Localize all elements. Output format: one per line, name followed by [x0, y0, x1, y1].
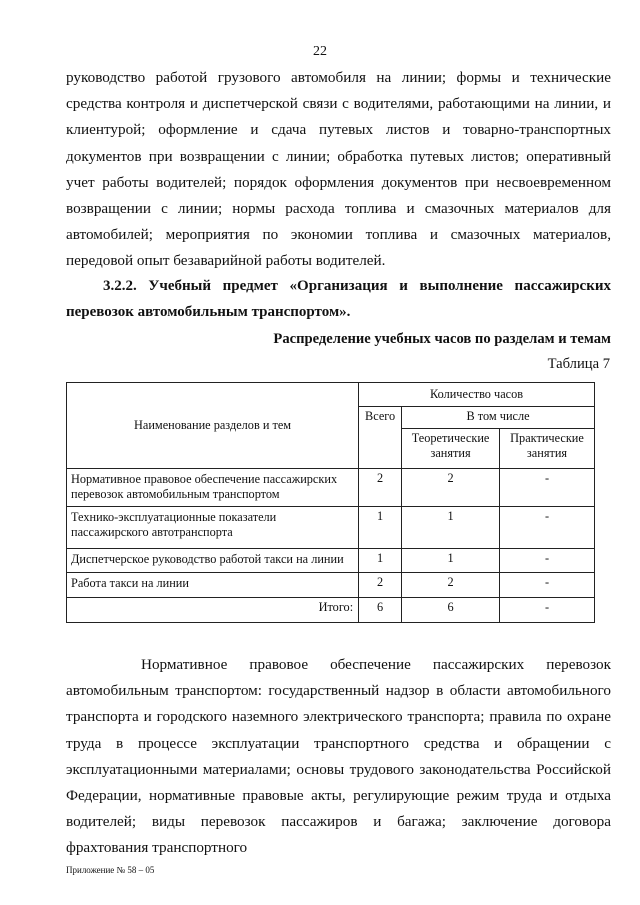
row-practice: -: [500, 549, 595, 573]
row-theory: 1: [402, 549, 500, 573]
table-row: [67, 573, 595, 598]
row-total: 1: [359, 507, 402, 549]
header-hours: Количество часов: [359, 383, 595, 407]
row-practice: -: [500, 507, 595, 549]
row-name: Работа такси на линии: [67, 573, 359, 598]
hours-table: [66, 382, 595, 623]
footer-note: Приложение № 58 – 05: [66, 865, 155, 875]
table-row: [67, 507, 595, 549]
total-theory: 6: [402, 598, 500, 623]
row-theory: 2: [402, 469, 500, 507]
row-practice: -: [500, 469, 595, 507]
header-practice: Практические занятия: [500, 429, 595, 469]
row-theory: 2: [402, 573, 500, 598]
body-paragraph: Нормативное правовое обеспечение пассажирских перевозок автомобильным транспортом: государственный надзор в области автомобильного транспорта и городского наземного электрического транспорта; правила по охране труда в процессе эксплуатации транспортного средства и обращении с эксплуатационными материалами; основы трудового законодательства Российской Федерации, нормативные правовые акты, регулирующие режим труда и отдыха водителей; виды перевозок пассажиров и багажа; заключение договора фрахтования транспортного: [66, 656, 611, 857]
row-name: Нормативное правовое обеспечение пассажирских перевозок автомобильным транспортом: [67, 469, 359, 507]
page-number: 22: [313, 44, 327, 59]
total-practice: -: [500, 598, 595, 623]
table-label: Таблица 7: [547, 356, 610, 372]
header-name: Наименование разделов и тем: [67, 383, 359, 469]
header-including: В том числе: [402, 407, 595, 429]
row-name: Диспетчерское руководство работой такси на линии: [67, 549, 359, 573]
header-total: Всего: [359, 407, 402, 469]
table-header-row: [67, 383, 595, 407]
table-row: [67, 469, 595, 507]
total-label: Итого:: [67, 598, 359, 623]
row-total: 1: [359, 549, 402, 573]
row-theory: 1: [402, 507, 500, 549]
total-hours: 6: [359, 598, 402, 623]
intro-paragraph: руководство работой грузового автомобиля на линии; формы и технические средства контроля и диспетчерской связи с водителями, работающими на линии, и клиентурой; оформление и сдача путевых листов и товарно-транспортных документов при возвращении с линии; обработка путевых листов; оперативный учет работы водителей; порядок оформления документов при несвоевременном возвращении с линии; нормы расхода топлива и смазочных материалов для автомобилей; мероприятия по экономии топлива и смазочных материалов, передовой опыт безаварийной работы водителей.: [66, 69, 611, 270]
section-heading: 3.2.2. Учебный предмет «Организация и выполнение пассажирских перевозок автомобильным транспортом».: [66, 278, 611, 320]
distribution-title: Распределение учебных часов по разделам и темам: [273, 331, 611, 347]
row-practice: -: [500, 573, 595, 598]
row-total: 2: [359, 469, 402, 507]
header-theory: Теоретические занятия: [402, 429, 500, 469]
row-name: Технико-эксплуатационные показатели пассажирского автотранспорта: [67, 507, 359, 549]
row-total: 2: [359, 573, 402, 598]
table-total-row: [67, 598, 595, 623]
table-row: [67, 549, 595, 573]
